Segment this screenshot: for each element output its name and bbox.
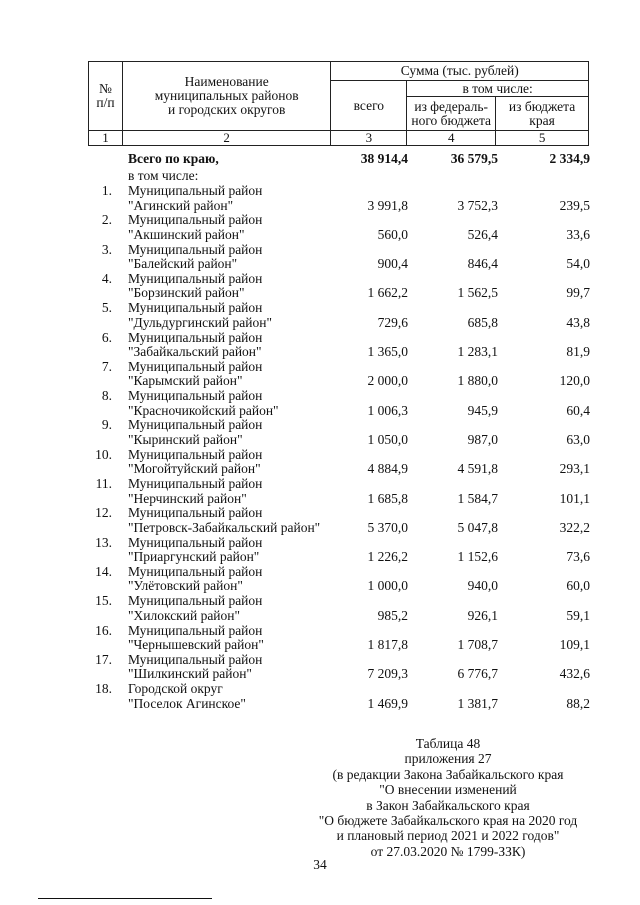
row-number: 12.	[95, 505, 112, 521]
row-federal: 1 381,7	[457, 695, 498, 711]
row-number: 7.	[101, 358, 112, 374]
row-total: 3 991,8	[367, 197, 408, 213]
table-footer-note	[300, 736, 596, 859]
header-col-including: в том числе:	[407, 81, 589, 97]
row-name: "Могойтуйский район"	[128, 461, 261, 477]
row-name: "Петровск-Забайкальский район"	[128, 519, 321, 535]
row-name: "Забайкальский район"	[128, 344, 262, 359]
col-number: 3	[331, 131, 407, 146]
row-regional: 322,2	[559, 519, 590, 535]
row-type: Муниципальный район	[128, 651, 263, 667]
row-name: "Акшинский район"	[128, 226, 245, 242]
row-federal: 1 584,7	[457, 490, 498, 506]
header-col-sum: Сумма (тыс. рублей)	[331, 62, 589, 81]
row-type: Муниципальный район	[128, 505, 263, 521]
row-number: 4.	[101, 270, 112, 286]
row-name: "Карымский район"	[128, 373, 243, 389]
row-number: 1.	[101, 183, 112, 198]
row-federal: 1 708,7	[457, 637, 498, 652]
row-total: 1 226,2	[367, 549, 408, 565]
row-total: 985,2	[377, 607, 408, 623]
row-type: Муниципальный район	[128, 622, 263, 638]
row-name: "Поселок Агинское"	[128, 695, 246, 711]
row-federal: 846,4	[467, 256, 498, 272]
row-type: Муниципальный район	[128, 241, 263, 257]
footer-line: и плановый период 2021 и 2022 годов"	[336, 828, 560, 844]
row-total: 560,0	[377, 226, 408, 242]
row-number: 6.	[101, 329, 112, 345]
row-federal: 5 047,8	[457, 519, 498, 535]
footer-line: "О внесении изменений	[379, 782, 517, 798]
row-regional: 109,1	[559, 637, 590, 652]
header-col-total: всего	[331, 81, 407, 131]
row-number: 11.	[95, 476, 112, 491]
row-regional: 293,1	[559, 461, 590, 477]
footer-line: в Закон Забайкальского края	[366, 797, 530, 813]
row-total: 1 817,8	[367, 637, 408, 652]
row-type: Муниципальный район	[128, 476, 263, 491]
row-name: "Шилкинский район"	[128, 666, 252, 682]
row-federal: 1 152,6	[457, 549, 498, 565]
row-federal: 987,0	[467, 431, 498, 447]
row-number: 13.	[95, 534, 112, 550]
row-regional: 88,2	[566, 695, 590, 711]
row-total: 5 370,0	[367, 519, 408, 535]
row-name: "Кыринский район"	[128, 431, 243, 447]
row-regional: 43,8	[566, 314, 590, 330]
row-regional: 54,0	[566, 256, 590, 272]
row-name: "Хилокский район"	[128, 607, 241, 623]
row-name: "Чернышевский район"	[128, 637, 264, 652]
page-number: 34	[313, 857, 327, 872]
row-name: "Борзинский район"	[128, 285, 245, 301]
total-label: Всего по краю,	[128, 151, 219, 166]
row-regional: 239,5	[559, 197, 590, 213]
row-name: "Красночикойский район"	[128, 402, 279, 418]
row-number: 10.	[95, 446, 112, 462]
row-regional: 101,1	[559, 490, 590, 506]
row-federal: 685,8	[467, 314, 498, 330]
footer-line: приложения 27	[404, 751, 492, 767]
row-regional: 59,1	[566, 607, 590, 623]
header-col-num: № п/п	[89, 62, 123, 131]
col-number: 1	[89, 131, 123, 146]
row-name: "Агинский район"	[128, 197, 234, 213]
row-name: "Улётовский район"	[128, 578, 243, 594]
col-number: 5	[496, 131, 589, 146]
row-federal: 1 880,0	[457, 373, 498, 389]
row-regional: 63,0	[566, 431, 590, 447]
row-name: "Приаргунский район"	[128, 549, 260, 565]
row-federal: 6 776,7	[457, 666, 498, 682]
row-total: 1 469,9	[367, 695, 408, 711]
row-total: 1 000,0	[367, 578, 408, 594]
row-federal: 945,9	[467, 402, 498, 418]
table-header	[88, 61, 589, 146]
row-type: Муниципальный район	[128, 593, 263, 609]
row-number: 2.	[101, 212, 112, 228]
row-regional: 99,7	[566, 285, 590, 301]
row-type: Муниципальный район	[128, 329, 263, 345]
total-federal: 36 579,5	[450, 151, 498, 166]
row-type: Муниципальный район	[128, 388, 263, 404]
row-federal: 526,4	[467, 226, 498, 242]
row-name: "Нерчинский район"	[128, 490, 247, 506]
row-total: 2 000,0	[367, 373, 408, 389]
row-federal: 926,1	[467, 607, 498, 623]
footnote-rule	[38, 898, 212, 899]
header-col-regional: из бюджета края	[496, 97, 589, 131]
row-number: 3.	[101, 241, 112, 257]
row-regional: 120,0	[559, 373, 590, 389]
row-type: Городской округ	[128, 681, 223, 697]
row-number: 16.	[95, 622, 112, 638]
row-number: 17.	[95, 651, 112, 667]
header-col-name: Наименование муниципальных районов и городских округов	[122, 62, 331, 131]
footer-line: от 27.03.2020 № 1799-ЗЗК)	[370, 843, 526, 859]
row-federal: 1 562,5	[457, 285, 498, 301]
row-regional: 60,4	[566, 402, 590, 418]
row-total: 1 685,8	[367, 490, 408, 506]
row-number: 9.	[101, 417, 112, 433]
row-total: 1 662,2	[367, 285, 408, 301]
row-type: Муниципальный район	[128, 358, 263, 374]
row-type: Муниципальный район	[128, 270, 263, 286]
row-type: Муниципальный район	[128, 212, 263, 228]
row-number: 14.	[95, 563, 112, 579]
row-number: 8.	[101, 388, 112, 404]
row-total: 4 884,9	[367, 461, 408, 477]
row-federal: 3 752,3	[457, 197, 498, 213]
row-number: 5.	[101, 300, 112, 316]
col-number: 4	[407, 131, 496, 146]
row-name: "Балейский район"	[128, 256, 238, 272]
row-type: Муниципальный район	[128, 417, 263, 433]
row-regional: 81,9	[566, 344, 590, 359]
row-total: 729,6	[377, 314, 408, 330]
row-regional: 60,0	[566, 578, 590, 594]
total-sum: 38 914,4	[360, 151, 408, 166]
row-regional: 33,6	[566, 226, 590, 242]
row-total: 900,4	[377, 256, 408, 272]
row-total: 7 209,3	[367, 666, 408, 682]
row-name: "Дульдургинский район"	[128, 314, 272, 330]
col-number: 2	[122, 131, 331, 146]
row-total: 1 006,3	[367, 402, 408, 418]
row-type: Муниципальный район	[128, 183, 263, 198]
row-type: Муниципальный район	[128, 446, 263, 462]
row-total: 1 365,0	[367, 344, 408, 359]
row-number: 15.	[95, 593, 112, 609]
header-col-federal: из федераль- ного бюджета	[407, 97, 496, 131]
row-number: 18.	[95, 681, 112, 697]
total-regional: 2 334,9	[549, 151, 590, 166]
row-federal: 940,0	[467, 578, 498, 594]
row-federal: 1 283,1	[457, 344, 498, 359]
footer-line: Таблица 48	[415, 736, 481, 751]
row-type: Муниципальный район	[128, 300, 263, 316]
total-sublabel: в том числе:	[128, 168, 199, 183]
footer-line: "О бюджете Забайкальского края на 2020 год	[318, 813, 578, 829]
row-regional: 432,6	[559, 666, 590, 682]
footer-line: (в редакции Закона Забайкальского края	[332, 766, 564, 782]
row-federal: 4 591,8	[457, 461, 498, 477]
row-regional: 73,6	[566, 549, 590, 565]
row-type: Муниципальный район	[128, 563, 263, 579]
row-type: Муниципальный район	[128, 534, 263, 550]
row-total: 1 050,0	[367, 431, 408, 447]
